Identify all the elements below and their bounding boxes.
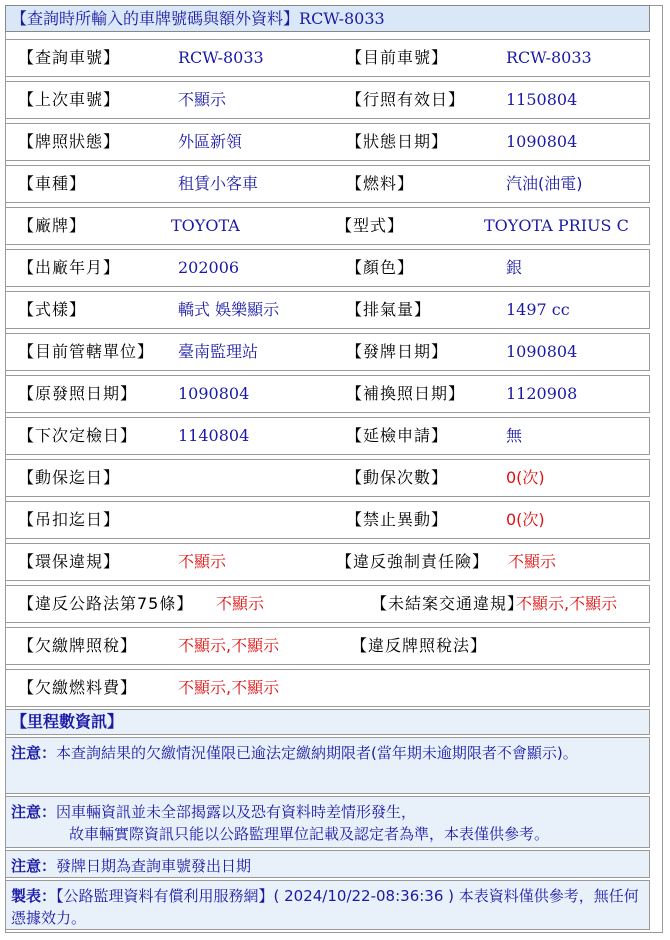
field-label: 【目前管轄單位】 (18, 342, 155, 361)
note-key: 注意： (11, 857, 57, 875)
mileage-section: 【里程數資訊】 (5, 709, 650, 735)
field-label: 【原發照日期】 (18, 384, 138, 403)
field-value: TOYOTA (171, 216, 240, 235)
info-row (5, 543, 650, 581)
field-value: 0(次) (506, 510, 545, 529)
info-row (5, 249, 650, 287)
field-value: 不顯示 (508, 552, 557, 571)
field-label: 【燃料】 (346, 174, 415, 193)
info-row (5, 123, 650, 161)
info-row (5, 207, 650, 245)
field-label: 【上次車號】 (18, 90, 121, 109)
note-key: 製表： (11, 887, 57, 905)
note-line-2: 故車輛實際資訊只能以公路監理單位記載及認定者為準，本表僅供參考。 (69, 825, 550, 843)
field-label: 【行照有效日】 (346, 90, 466, 109)
note-producer (5, 880, 650, 930)
field-label: 【排氣量】 (346, 300, 432, 319)
field-label: 【目前車號】 (346, 48, 449, 67)
field-value: 1090804 (178, 384, 250, 403)
note-line-1: 因車輛資訊並未全部揭露以及恐有資料時差情形發生， (56, 803, 417, 821)
field-label: 【廠牌】 (18, 216, 87, 235)
field-value: 汽油(油電) (506, 174, 583, 193)
field-label: 【顏色】 (346, 258, 415, 277)
field-value: 轎式 娛樂顯示 (178, 300, 280, 319)
field-label: 【延檢申請】 (346, 426, 449, 445)
note-text: 【公路監理資料有償利用服務網】( 2024/10/22-08:36:36 ) 本表資料僅供參考，無任何憑據效力。 (11, 887, 639, 927)
field-label: 【吊扣迄日】 (18, 510, 121, 529)
field-value: 1090804 (506, 132, 578, 151)
field-value: 租賃小客車 (178, 174, 259, 193)
field-label: 【動保迄日】 (18, 468, 121, 487)
field-label: 【動保次數】 (346, 468, 449, 487)
field-value: 無 (506, 426, 523, 445)
note-text: 本查詢結果的欠繳情況僅限已逾法定繳納期限者(當年期未逾期限者不會顯示)。 (56, 744, 578, 762)
field-label: 【發牌日期】 (346, 342, 449, 361)
field-value: 不顯示 (178, 552, 227, 571)
field-value: 1497 cc (506, 300, 570, 319)
field-label: 【欠繳燃料費】 (18, 678, 138, 697)
header-title: 【查詢時所輸入的車牌號碼與額外資料】 (11, 9, 300, 28)
field-label: 【違反強制責任險】 (336, 552, 490, 571)
note-disclaimer (5, 796, 650, 848)
field-value: 不顯示 (216, 594, 265, 613)
info-row (5, 417, 650, 455)
info-row (5, 291, 650, 329)
field-value: 不顯示,不顯示 (178, 678, 280, 697)
info-row (5, 459, 650, 497)
note-key: 注意： (11, 803, 57, 821)
info-row (5, 501, 650, 539)
field-value: 外區新領 (178, 132, 243, 151)
field-value: 不顯示,不顯示 (516, 594, 618, 613)
header-plate: RCW-8033 (299, 9, 385, 28)
info-row (5, 627, 650, 665)
info-row (5, 333, 650, 371)
field-value: 不顯示 (178, 90, 227, 109)
field-value: 1120908 (506, 384, 578, 403)
field-value: 臺南監理站 (178, 342, 259, 361)
info-row (5, 81, 650, 119)
field-label: 【環保違規】 (18, 552, 121, 571)
info-row (5, 375, 650, 413)
field-value: 1140804 (178, 426, 250, 445)
info-row (5, 669, 650, 707)
field-label: 【車種】 (18, 174, 87, 193)
info-row (5, 585, 650, 623)
field-value: RCW-8033 (506, 48, 592, 67)
field-label: 【下次定檢日】 (18, 426, 138, 445)
note-key: 注意： (11, 744, 57, 762)
info-row (5, 165, 650, 203)
field-label: 【狀態日期】 (346, 132, 449, 151)
field-label: 【禁止異動】 (346, 510, 449, 529)
field-label: 【補換照日期】 (346, 384, 466, 403)
field-value: 0(次) (506, 468, 545, 487)
note-text: 發牌日期為查詢車號發出日期 (56, 857, 252, 875)
field-label: 【未結案交通違規】 (371, 594, 525, 613)
field-label: 【型式】 (336, 216, 405, 235)
field-label: 【欠繳牌照稅】 (18, 636, 138, 655)
field-label: 【出廠年月】 (18, 258, 121, 277)
note-arrears (5, 737, 650, 794)
info-row (5, 39, 650, 77)
field-value: 202006 (178, 258, 240, 277)
report-header (5, 5, 650, 32)
field-value: RCW-8033 (178, 48, 264, 67)
field-label: 【違反牌照稅法】 (351, 636, 488, 655)
field-value: 銀 (506, 258, 523, 277)
note-issue-date (5, 850, 650, 878)
field-label: 【違反公路法第75條】 (18, 594, 194, 613)
field-label: 【牌照狀態】 (18, 132, 121, 151)
field-value: 1090804 (506, 342, 578, 361)
field-label: 【式樣】 (18, 300, 87, 319)
field-value: TOYOTA PRIUS C (484, 216, 629, 235)
field-value: 1150804 (506, 90, 578, 109)
field-value: 不顯示,不顯示 (178, 636, 280, 655)
field-label: 【查詢車號】 (18, 48, 121, 67)
